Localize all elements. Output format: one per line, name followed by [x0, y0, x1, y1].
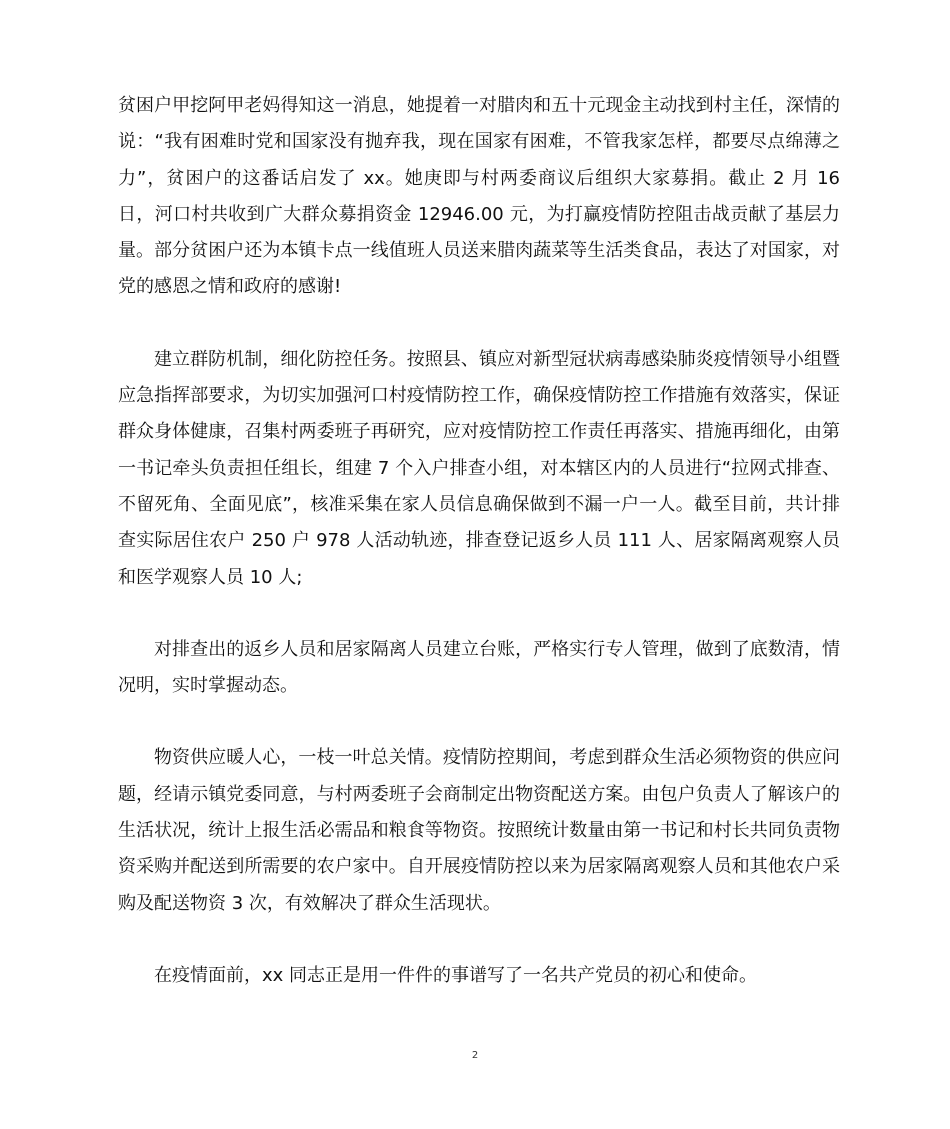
paragraph-donation: 贫困户甲挖阿甲老妈得知这一消息，她提着一对腊肉和五十元现金主动找到村主任，深情的说：“我有困难时党和国家没有抛弃我，现在国家有困难，不管我家怎样，都要尽点绵薄之力”，贫困户的这番话启发了 xx。她庚即与村两委商议后组织大家募捐。截止 2 月 16 日，河口村共收到广大群众募捐资金 12946.00 元，为打赢疫情防控阻击战贡献了基层力量。部分贫困户还为本镇卡点一线值班人员送来腊肉蔬菜等生活类食品，表达了对国家，对党的感恩之情和政府的感谢! — [118, 95, 840, 298]
paragraph-ledger: 对排查出的返乡人员和居家隔离人员建立台账，严格实行专人管理，做到了底数清，情况明，实时掌握动态。 — [118, 638, 840, 697]
document-body — [118, 88, 840, 1030]
page-number: 2 — [471, 1050, 479, 1061]
paragraph-conclusion: 在疫情面前，xx 同志正是用一件件的事谱写了一名共产党员的初心和使命。 — [154, 964, 758, 986]
paragraph-supplies: 物资供应暖人心，一枝一叶总关情。疫情防控期间，考虑到群众生活必须物资的供应问题，经请示镇党委同意，与村两委班子会商制定出物资配送方案。由包户负责人了解该户的生活状况，统计上报生活必需品和粮食等物资。按照统计数量由第一书记和村长共同负责物资采购并配送到所需要的农户家中。自开展疫情防控以来为居家隔离观察人员和其他农户采购及配送物资 3 次，有效解决了群众生活现状。 — [118, 747, 840, 914]
paragraph-group-prevention: 建立群防机制，细化防控任务。按照县、镇应对新型冠状病毒感染肺炎疫情领导小组暨应急指挥部要求，为切实加强河口村疫情防控工作，确保疫情防控工作措施有效落实，保证群众身体健康，召集村两委班子再研究，应对疫情防控工作责任再落实、措施再细化，由第一书记牵头负责担任组长，组建 7 个入户排查小组，对本辖区内的人员进行“拉网式排查、不留死角、全面见底”，核准采集在家人员信息确保做到不漏一户一人。截至目前，共计排查实际居住农户 250 户 978 人活动轨迹，排查登记返乡人员 111 人、居家隔离观察人员和医学观察人员 10 人; — [118, 348, 840, 588]
